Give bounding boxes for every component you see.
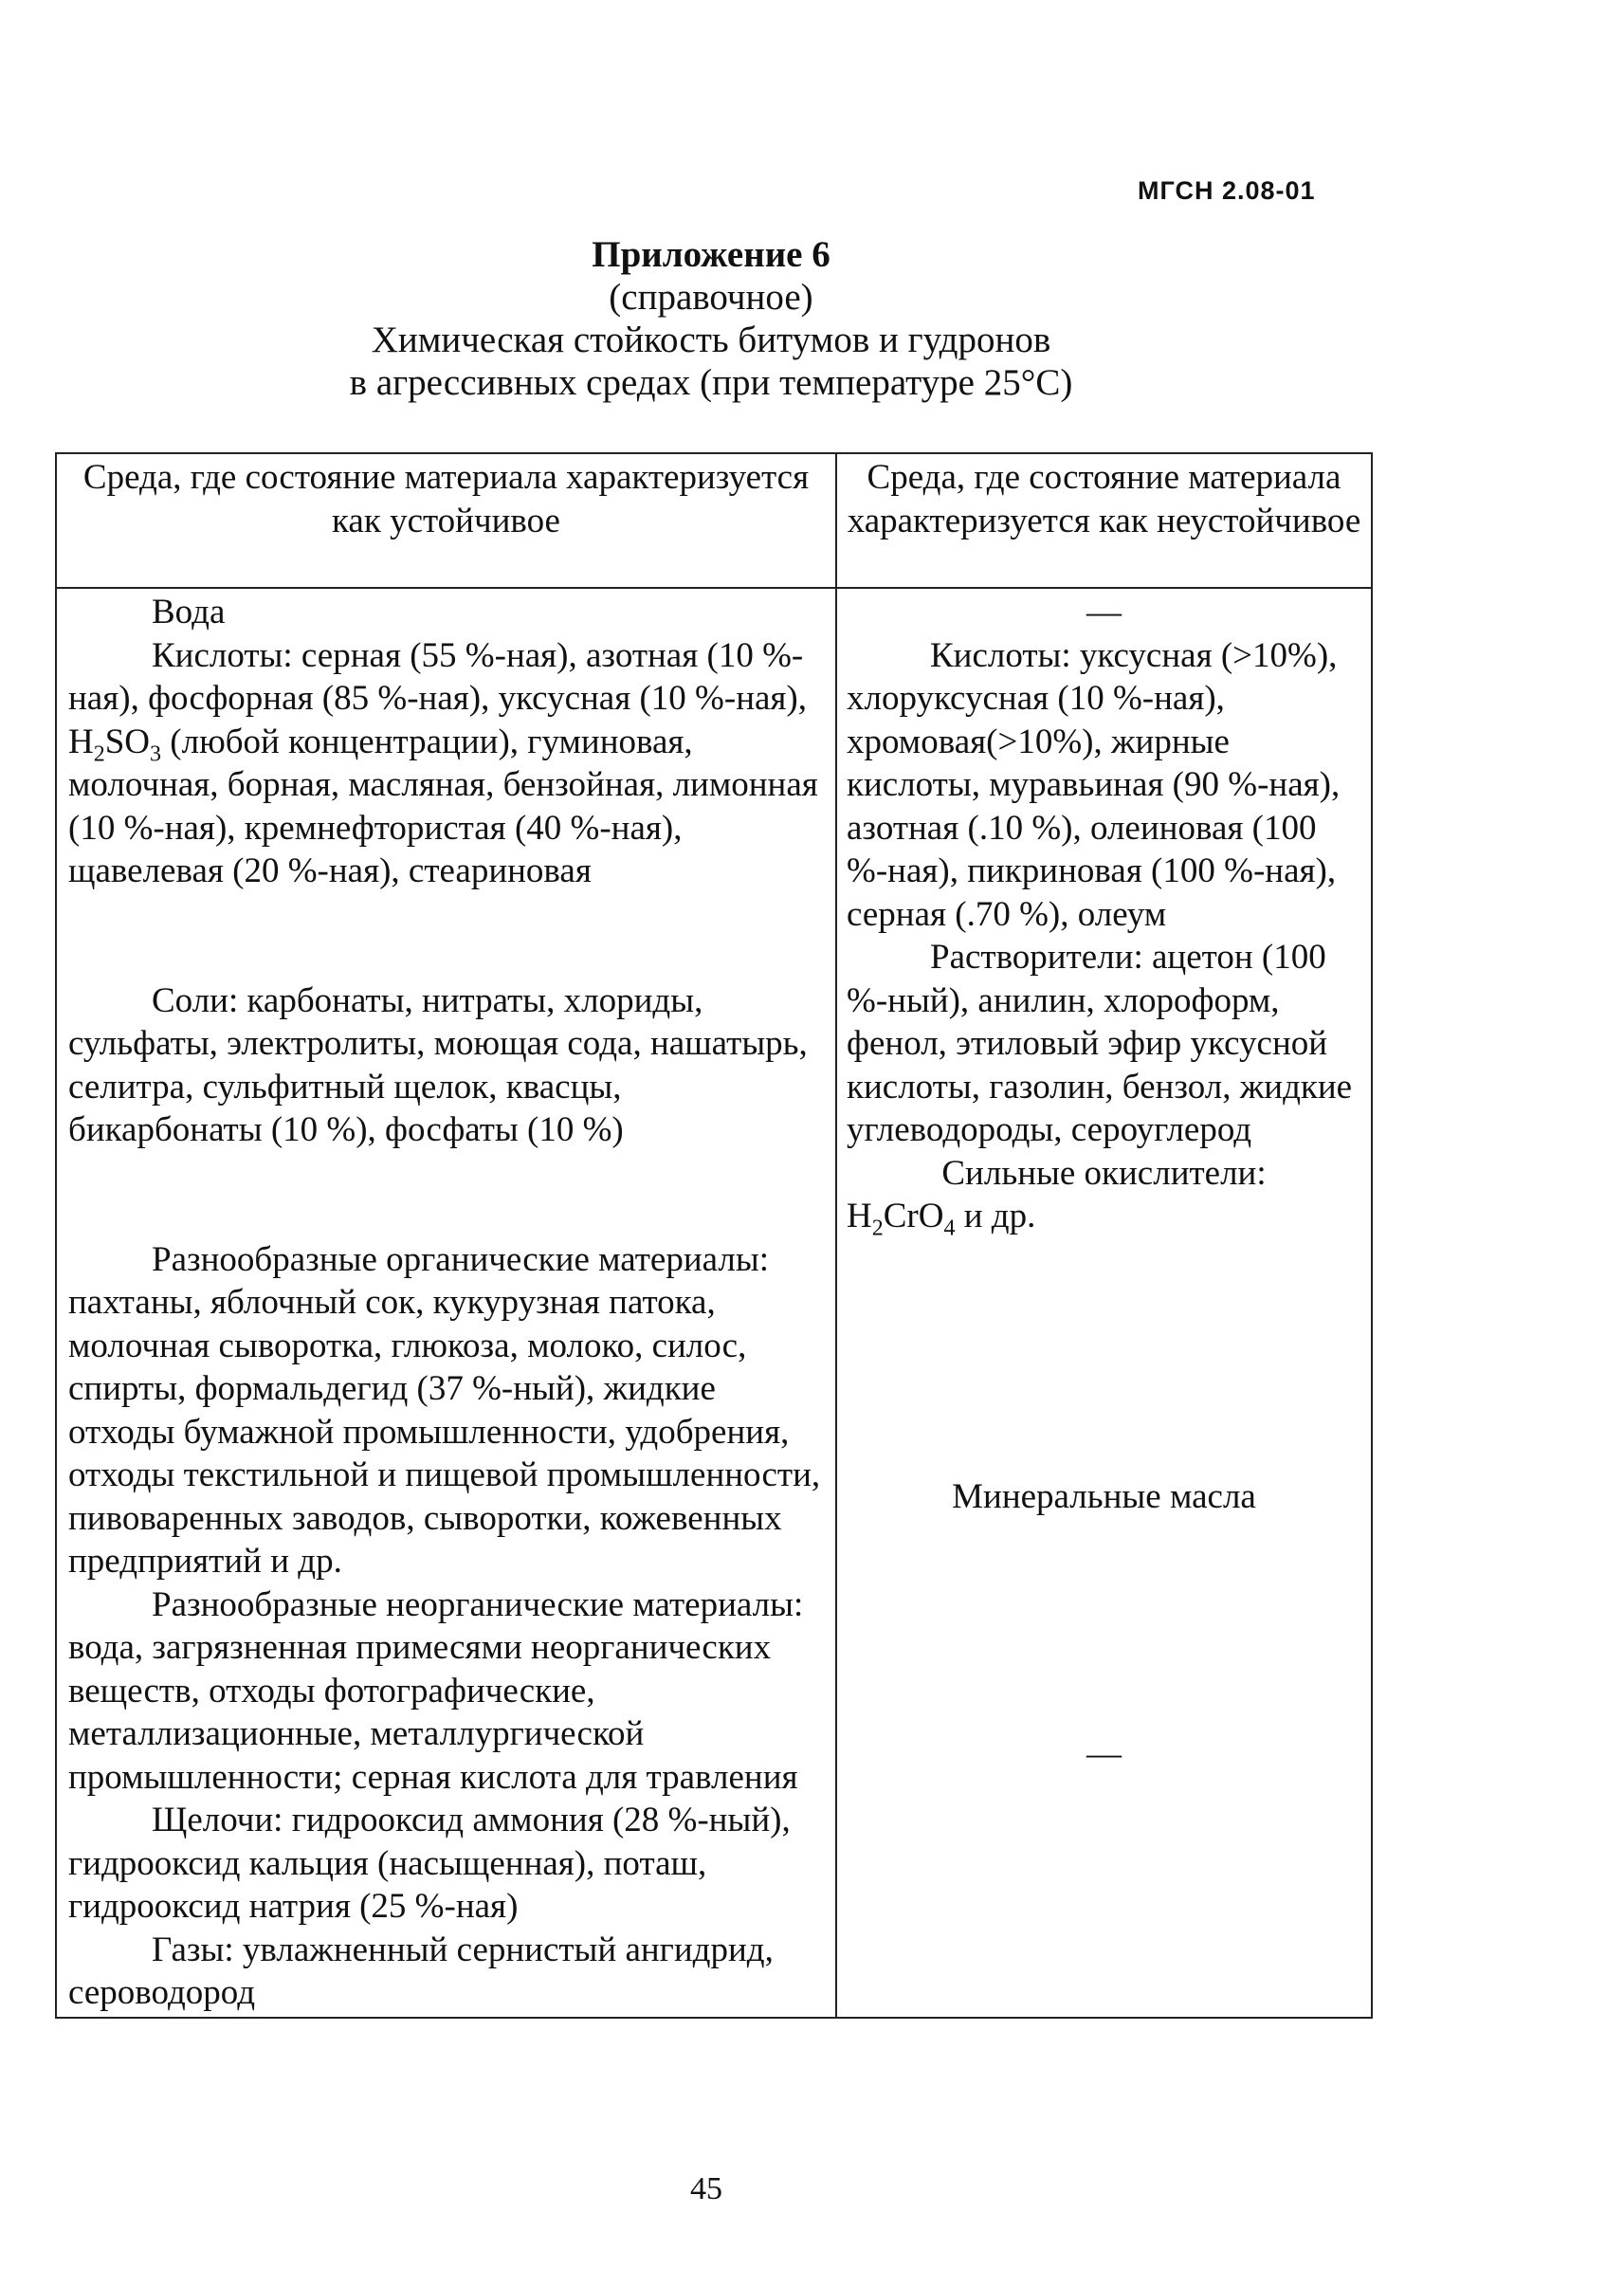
unstable-solvents: Растворители: ацетон (100 %-ный), анилин, хлороформ, фенол, этиловый эфир уксусной кислоты, газолин, бензол, жидкие углеводороды, сероуглерод: [847, 938, 1353, 1149]
column-header-unstable: Среда, где состояние материала характеризуется как неустойчивое: [836, 453, 1372, 588]
stable-acids: Кислоты: серная (55 %-ная), азотная (10 %-ная), фосфорная (85 %-ная), уксусная (10 %-ная), $H_2SO_3$ (любой концентрации), гуминовая, молочная, борная, масляная, бензойная, лимонная (10 %-ная), кремнефтористая (40 %-ная), щавелевая (20 %-ная), стеариновая: [68, 635, 818, 890]
stable-salts: Соли: карбонаты, нитраты, хлориды, сульфаты, электролиты, моющая сода, нашатырь, селитра, сульфитный щелок, квасцы, бикарбонаты (10 %), фосфаты (10 %): [68, 980, 808, 1149]
unstable-acids: Кислоты: уксусная (>10%), хлоруксусная (10 %-ная), хромовая(>10%), жирные кислоты, муравьиная (90 %-ная), азотная (.10 %), олеиновая (100 %-ная), пикриновая (100 %-ная), серная (.70 %), олеум: [847, 635, 1341, 934]
appendix-heading: [0, 233, 1422, 404]
unstable-oxidizers: $H_2CrO_4$ и др.: [847, 1197, 1036, 1241]
unstable-media-cell: [836, 588, 1372, 2018]
table-title-line1: Химическая стойкость битумов и гудронов: [371, 320, 1051, 360]
unstable-water-dash: —: [1086, 593, 1122, 631]
table-row: [56, 588, 1372, 2018]
unstable-alkalis-dash: —: [1086, 1734, 1122, 1773]
unstable-mineral-oils: Минеральные масла: [952, 1476, 1256, 1516]
appendix-note: (справочное): [609, 277, 813, 318]
column-header-stable: Среда, где состояние материала характеризуется как устойчивое: [56, 453, 836, 588]
chemical-resistance-table: [55, 452, 1373, 2019]
stable-organic: Разнообразные органические материалы: пахтаны, яблочный сок, кукурузная патока, молочная сыворотка, глюкоза, молоко, силос, спирты, формальдегид (37 %-ный), жидкие отходы бумажной промышленности, удобрения, отходы текстильной и пищевой промышленности, пивоваренных заводов, сыворотки, кожевенных предприятий и др.: [68, 1239, 821, 1581]
stable-alkalis: Щелочи: гидрооксид аммония (28 %-ный), гидрооксид кальция (насыщенная), поташ, гидрооксид натрия (25 %-ная): [68, 1801, 791, 1926]
stable-inorganic: Разнообразные неорганические материалы: вода, загрязненная примесями неорганических веществ, отходы фотографические, металлизационные, металлургической промышленности; серная кислота для травления: [68, 1584, 804, 1797]
table-title-line2: в агрессивных средах (при температуре 25°С): [349, 362, 1073, 403]
table-header-row: [56, 453, 1372, 588]
stable-water: Вода: [152, 593, 226, 631]
page-number: 45: [690, 2171, 722, 2206]
appendix-title: Приложение 6: [592, 234, 830, 275]
unstable-oxidizers-title: Сильные окислители:: [941, 1153, 1267, 1193]
stable-gases: Газы: увлажненный сернистый ангидрид, сероводород: [68, 1930, 774, 2012]
document-code: МГСН 2.08-01: [1138, 176, 1316, 205]
stable-media-cell: [56, 588, 836, 2018]
